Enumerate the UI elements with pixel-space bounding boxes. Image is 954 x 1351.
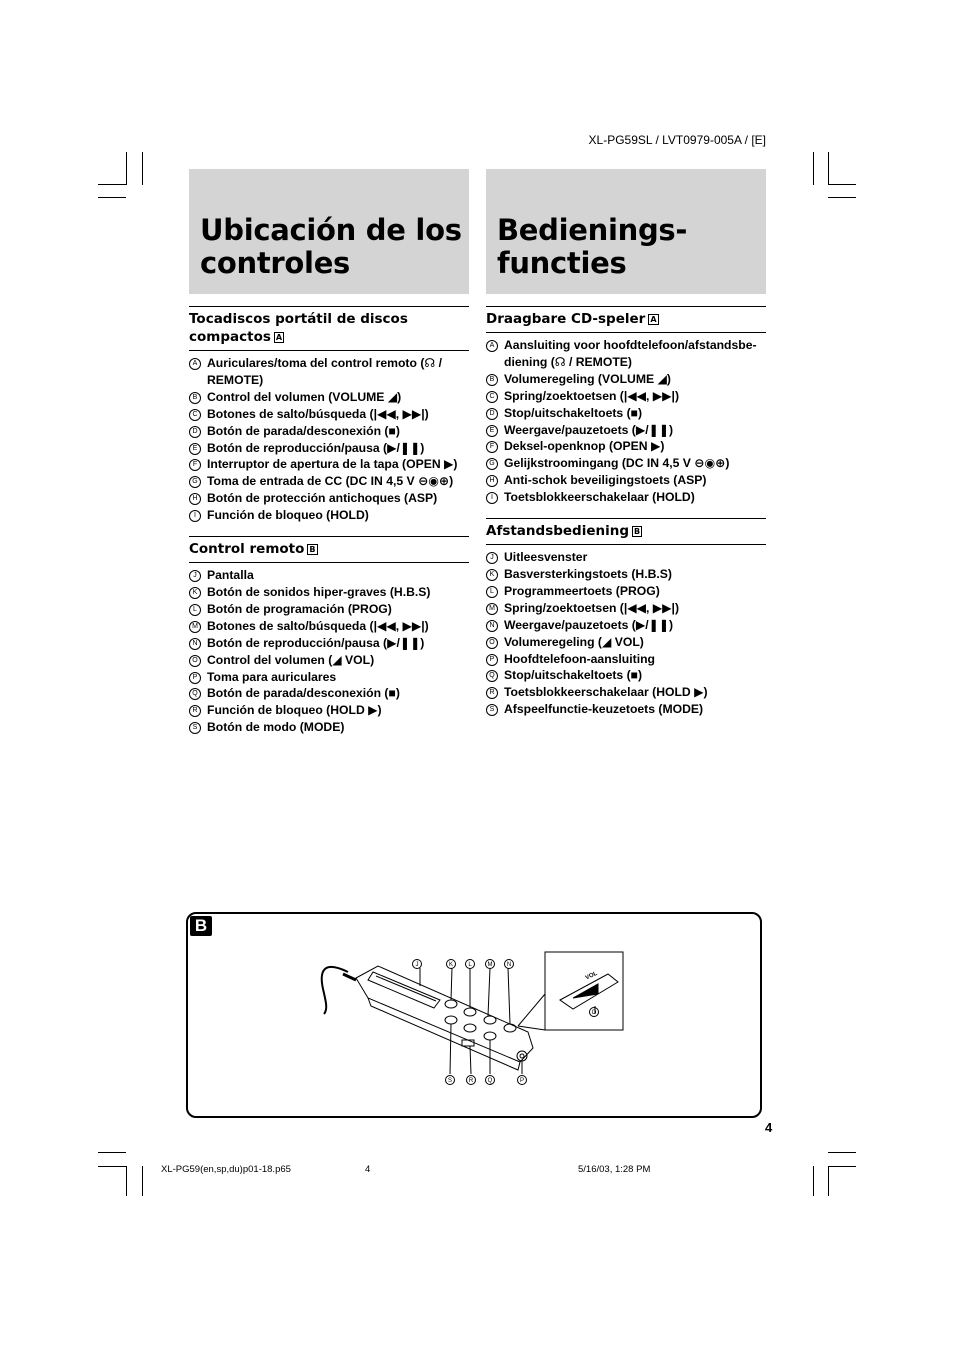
item-marker: S xyxy=(486,704,498,716)
item-text: Control del volumen (VOLUME ◢) xyxy=(207,389,402,404)
document-code: XL-PG59SL / LVT0979-005A / [E] xyxy=(588,133,766,147)
control-item xyxy=(486,549,766,566)
section-badge: A xyxy=(275,333,283,342)
item-text: Botón de protección antichoques (ASP) xyxy=(207,491,438,506)
figure-badge: B xyxy=(190,916,212,936)
column-spanish xyxy=(189,306,469,736)
control-list xyxy=(189,355,469,524)
item-text: Toetsblokkeerschakelaar (HOLD ▶) xyxy=(504,685,708,700)
item-text: Volumeregeling (VOLUME ◢) xyxy=(504,371,671,386)
item-text: Weergave/pauzetoets (▶/❚❚) xyxy=(504,617,674,632)
item-text: Interruptor de apertura de la tapa (OPEN ▶) xyxy=(207,457,458,472)
control-item xyxy=(189,635,469,652)
page-number: 4 xyxy=(765,1120,773,1135)
item-text: Hoofdtelefoon-aansluiting xyxy=(504,651,655,666)
control-list xyxy=(189,567,469,736)
crop-mark xyxy=(828,1152,856,1153)
control-item xyxy=(189,473,469,490)
column-dutch xyxy=(486,306,766,718)
item-marker: L xyxy=(486,586,498,598)
control-item xyxy=(486,405,766,422)
item-marker: B xyxy=(486,374,498,386)
footer-page: 4 xyxy=(365,1164,371,1175)
control-item xyxy=(189,702,469,719)
item-text: Botón de parada/desconexión (■) xyxy=(207,423,400,438)
page-title-spanish: Ubicación de los controles xyxy=(200,213,462,280)
section-badge: B xyxy=(634,527,641,537)
control-item xyxy=(189,584,469,601)
crop-mark xyxy=(98,197,126,198)
remote-illustration xyxy=(188,914,760,1116)
section-badge: B xyxy=(309,545,316,555)
control-list xyxy=(486,337,766,506)
control-item xyxy=(189,440,469,457)
control-item xyxy=(189,355,469,389)
item-marker: P xyxy=(189,672,201,684)
item-text: Stop/uitschakeltoets (■) xyxy=(504,668,643,683)
item-text: Toma de entrada de CC (DC IN 4,5 V ⊖◉⊕) xyxy=(207,474,454,489)
item-marker: N xyxy=(189,638,201,650)
item-text: Función de bloqueo (HOLD) xyxy=(207,508,369,523)
item-text: Botón de reproducción/pausa (▶/❚❚) xyxy=(207,635,425,650)
control-item xyxy=(486,667,766,684)
item-text: Botón de parada/desconexión (■) xyxy=(207,686,400,701)
crop-mark xyxy=(828,152,829,185)
crop-mark xyxy=(126,152,127,185)
control-item xyxy=(189,406,469,423)
crop-mark xyxy=(126,1166,127,1196)
item-text: Botones de salto/búsqueda (|◀◀, ▶▶|) xyxy=(207,406,429,421)
callout-k: K xyxy=(448,962,454,968)
item-marker: O xyxy=(486,637,498,649)
item-marker: J xyxy=(189,570,201,582)
item-text: Botón de modo (MODE) xyxy=(207,720,345,735)
item-marker: K xyxy=(486,569,498,581)
item-marker: J xyxy=(486,552,498,564)
item-text: Botón de programación (PROG) xyxy=(207,601,392,616)
item-text: Afspeelfunctie-keuzetoets (MODE) xyxy=(504,702,704,717)
crop-mark xyxy=(98,184,126,185)
item-text: Weergave/pauzetoets (▶/❚❚) xyxy=(504,422,674,437)
control-item xyxy=(189,669,469,686)
crop-mark xyxy=(828,197,856,198)
control-item xyxy=(486,684,766,701)
control-item xyxy=(189,567,469,584)
control-item xyxy=(486,583,766,600)
item-text: Botones de salto/búsqueda (|◀◀, ▶▶|) xyxy=(207,618,429,633)
control-item xyxy=(189,507,469,524)
item-text: Toma para auriculares xyxy=(207,669,337,684)
item-marker: N xyxy=(486,620,498,632)
item-marker: S xyxy=(189,722,201,734)
crop-mark xyxy=(98,1166,126,1167)
item-text: Uitleesvenster xyxy=(504,550,588,565)
control-item xyxy=(189,618,469,635)
item-marker: O xyxy=(189,655,201,667)
section-badge: A xyxy=(650,315,657,324)
control-item xyxy=(486,617,766,634)
control-item xyxy=(486,371,766,388)
item-text: Deksel-openknop (OPEN ▶) xyxy=(504,439,665,454)
item-marker: M xyxy=(486,603,498,615)
control-item xyxy=(189,652,469,669)
crop-mark xyxy=(142,152,143,185)
control-list xyxy=(486,549,766,718)
section-title: Tocadiscos portátil de discos compactos A xyxy=(189,306,469,351)
item-marker: A xyxy=(189,358,201,370)
footer-file: XL-PG59(en,sp,du)p01-18.p65 xyxy=(161,1164,291,1175)
item-marker: F xyxy=(486,441,498,453)
item-marker: E xyxy=(486,425,498,437)
section-title: Draagbare CD-speler A xyxy=(486,306,766,333)
control-item xyxy=(486,600,766,617)
item-text: Toetsblokkeerschakelaar (HOLD) xyxy=(504,490,695,505)
control-item xyxy=(486,651,766,668)
title-box-spanish xyxy=(189,169,469,294)
item-marker: D xyxy=(189,426,201,438)
item-marker: R xyxy=(189,705,201,717)
item-marker: G xyxy=(189,476,201,488)
item-marker: I xyxy=(486,492,498,504)
item-text: Función de bloqueo (HOLD ▶) xyxy=(207,703,382,718)
item-marker: I xyxy=(189,510,201,522)
item-text: Spring/zoektoetsen (|◀◀, ▶▶|) xyxy=(504,600,679,615)
footer-date: 5/16/03, 1:28 PM xyxy=(578,1164,651,1175)
item-marker: E xyxy=(189,443,201,455)
control-item xyxy=(189,456,469,473)
item-text: Programmeertoets (PROG) xyxy=(504,583,660,598)
item-marker: G xyxy=(486,458,498,470)
item-marker: C xyxy=(486,391,498,403)
item-marker: R xyxy=(486,687,498,699)
callout-l: L xyxy=(468,962,472,968)
item-marker: H xyxy=(189,493,201,505)
control-item xyxy=(189,601,469,618)
control-item xyxy=(486,472,766,489)
callout-j: J xyxy=(415,962,419,968)
control-item xyxy=(486,566,766,583)
control-item xyxy=(486,422,766,439)
crop-mark xyxy=(828,184,856,185)
control-item xyxy=(189,719,469,736)
callout-r: R xyxy=(468,1078,474,1084)
callout-o: O xyxy=(591,1010,597,1016)
control-item xyxy=(486,489,766,506)
callout-s: S xyxy=(447,1078,453,1084)
vol-label: VOL xyxy=(584,970,599,982)
control-item xyxy=(189,423,469,440)
control-item xyxy=(486,388,766,405)
section-title: Afstandsbediening B xyxy=(486,518,766,545)
page-title-dutch: Bedienings- functies xyxy=(497,213,688,280)
item-text: Pantalla xyxy=(207,568,254,583)
control-item xyxy=(486,438,766,455)
control-item xyxy=(486,634,766,651)
callout-q: Q xyxy=(487,1078,493,1084)
item-marker: K xyxy=(189,587,201,599)
crop-mark xyxy=(828,1166,856,1167)
item-marker: A xyxy=(486,340,498,352)
item-marker: P xyxy=(486,654,498,666)
item-text: Basversterkingstoets (H.B.S) xyxy=(504,566,672,581)
item-text: Spring/zoektoetsen (|◀◀, ▶▶|) xyxy=(504,388,679,403)
item-marker: H xyxy=(486,475,498,487)
control-item xyxy=(189,490,469,507)
item-text: Aansluiting voor hoofdtelefoon/afstandsbe- diening (☊ / REMOTE) xyxy=(504,338,757,369)
crop-mark xyxy=(98,1152,126,1153)
crop-mark xyxy=(813,1166,814,1196)
item-marker: Q xyxy=(189,688,201,700)
item-text: Gelijkstroomingang (DC IN 4,5 V ⊖◉⊕) xyxy=(504,456,730,471)
crop-mark xyxy=(828,1166,829,1196)
crop-mark xyxy=(142,1166,143,1196)
control-item xyxy=(486,455,766,472)
item-text: Auriculares/toma del control remoto (☊ / REMOTE) xyxy=(207,356,442,387)
control-item xyxy=(486,337,766,371)
item-text: Stop/uitschakeltoets (■) xyxy=(504,405,643,420)
control-item xyxy=(189,685,469,702)
control-item xyxy=(189,389,469,406)
item-marker: C xyxy=(189,409,201,421)
item-text: Botón de reproducción/pausa (▶/❚❚) xyxy=(207,440,425,455)
crop-mark xyxy=(813,152,814,185)
callout-n: N xyxy=(506,962,512,968)
item-text: Control del volumen (◢ VOL) xyxy=(207,652,375,667)
control-item xyxy=(486,701,766,718)
item-text: Anti-schok beveiligingstoets (ASP) xyxy=(504,473,707,488)
item-text: Volumeregeling (◢ VOL) xyxy=(504,634,644,649)
remote-control-figure xyxy=(186,912,762,1118)
title-box-dutch xyxy=(486,169,766,294)
item-marker: Q xyxy=(486,670,498,682)
item-marker: L xyxy=(189,604,201,616)
item-marker: D xyxy=(486,408,498,420)
section-title: Control remoto B xyxy=(189,536,469,563)
callout-p: P xyxy=(519,1078,525,1084)
item-marker: M xyxy=(189,621,201,633)
callout-m: M xyxy=(487,962,493,968)
item-marker: F xyxy=(189,459,201,471)
item-text: Botón de sonidos hiper-graves (H.B.S) xyxy=(207,584,431,599)
item-marker: B xyxy=(189,392,201,404)
